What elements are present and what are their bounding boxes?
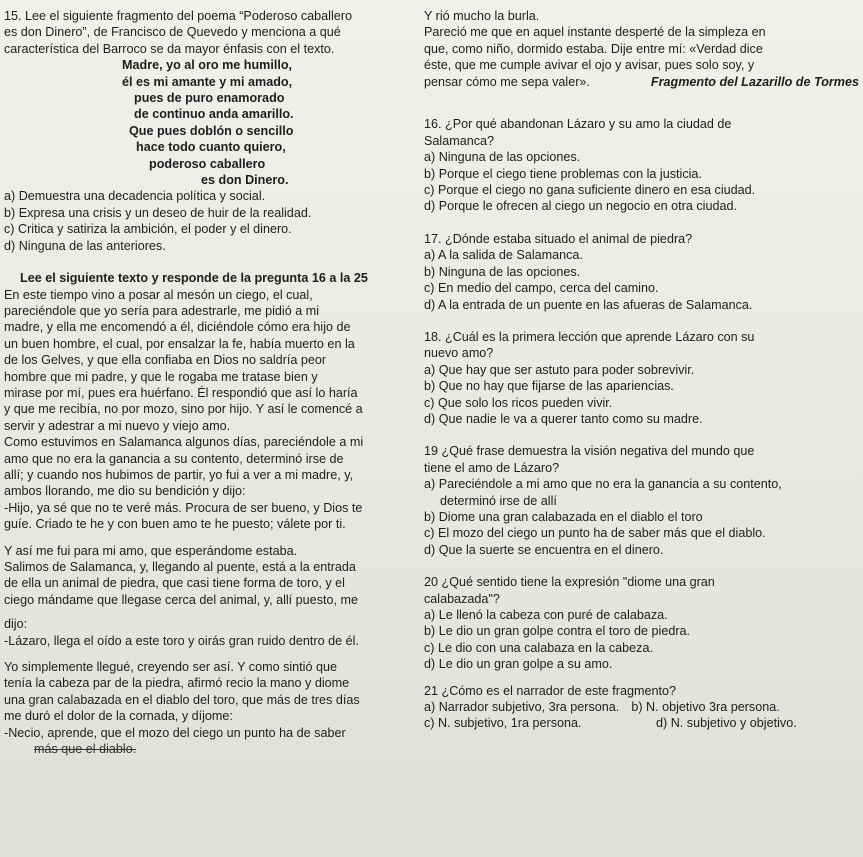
q15-title-line: característica del Barroco se da mayor énfasis con el texto. [4, 41, 335, 56]
q18-option-c[interactable]: c) Que solo los ricos pueden vivir. [424, 395, 613, 410]
q20-option-b[interactable]: b) Le dio un gran golpe contra el toro de piedra. [424, 624, 691, 639]
q21-option-d[interactable]: d) N. subjetivo y objetivo. [656, 716, 797, 731]
q18-option-b[interactable]: b) Que no hay que fijarse de las apariencias. [424, 379, 674, 394]
q21-options-row-2 [424, 715, 859, 731]
passage-line: Como estuvimos en Salamanca algunos días, pareciéndole a mi [4, 435, 364, 450]
q20-title-line: calabazada"? [424, 591, 500, 606]
passage-line: tenía la cabeza par de la piedra, afirmó recio la mano y diome [4, 676, 350, 691]
poem-line: es don Dinero. [201, 173, 289, 188]
passage-line: Pareció me que en aquel instante desperté de la simpleza en [424, 25, 766, 40]
passage-line: pareciéndole que yo sería para adestrarle, me pidió a mi [4, 303, 320, 318]
passage-line: de ella un animal de piedra, que casi tiene forma de toro, y el [4, 576, 345, 591]
passage-line: éste, que me cumple avivar el ojo y avisar, pues solo soy, y [424, 58, 755, 73]
q15-option-c[interactable]: c) Critica y satiriza la ambición, el poder y el dinero. [4, 222, 292, 237]
question-15 [4, 8, 414, 254]
question-16 [424, 116, 859, 214]
q18-title-line: 18. ¿Cuál es la primera lección que aprende Lázaro con su [424, 329, 755, 344]
passage-line: amo que no era la ganancia a su contento, determinó irse de [4, 451, 344, 466]
q15-title-line: 15. Lee el siguiente fragmento del poema “Poderoso caballero [4, 9, 352, 23]
q16-option-d[interactable]: d) Porque le ofrecen al ciego un negocio en otra ciudad. [424, 199, 737, 214]
q19-option-c[interactable]: c) El mozo del ciego un punto ha de saber más que el diablo. [424, 526, 766, 541]
q18-option-d[interactable]: d) Que nadie le va a querer tanto como su madre. [424, 411, 703, 426]
passage-line: dijo: [4, 617, 28, 632]
passage-line: un buen hombre, el cual, por ensalzar la fe, había muerto en la [4, 336, 355, 351]
q19-option-b[interactable]: b) Diome una gran calabazada en el diablo el toro [424, 509, 703, 524]
q16-option-c[interactable]: c) Porque el ciego no gana suficiente dinero en esa ciudad. [424, 183, 756, 198]
q16-option-a[interactable]: a) Ninguna de las opciones. [424, 150, 581, 165]
passage-line: servir y adestrar a mi nuevo y viejo amo. [4, 418, 231, 433]
q15-title-line: es don Dinero”, de Francisco de Quevedo y menciona a qué [4, 25, 341, 40]
passage-source: Fragmento del Lazarillo de Tormes [650, 75, 859, 90]
poem-line: pues de puro enamorado [134, 91, 285, 106]
passage-line: hombre que mi padre, y que le rogaba me tratase bien y [4, 369, 318, 384]
passage-line: -Hijo, ya sé que no te veré más. Procura de ser bueno, y Dios te [4, 500, 363, 515]
passage-line: Y así me fui para mi amo, que esperándome estaba. [4, 543, 298, 558]
question-18 [424, 329, 859, 427]
poem-line: hace todo cuanto quiero, [136, 140, 286, 155]
q19-title-line: 19 ¿Qué frase demuestra la visión negativa del mundo que [424, 444, 755, 459]
q19-option-d[interactable]: d) Que la suerte se encuentra en el dinero. [424, 542, 664, 557]
poem-line: poderoso caballero [149, 156, 266, 171]
q18-option-a[interactable]: a) Que hay que ser astuto para poder sobrevivir. [424, 362, 695, 377]
q15-option-d[interactable]: d) Ninguna de las anteriores. [4, 238, 166, 253]
passage-line: madre, y ella me encomendó a él, diciéndole cómo era hijo de [4, 320, 351, 335]
question-21 [424, 683, 859, 732]
passage-line: mirase por mí, pues era huérfano. Él respondió que así lo haría [4, 385, 358, 400]
q16-title-line: 16. ¿Por qué abandonan Lázaro y su amo la ciudad de [424, 117, 732, 132]
q20-option-a[interactable]: a) Le llenó la cabeza con puré de calabaza. [424, 608, 668, 622]
passage-line: allí; y cuando nos hubimos de partir, yo fui a ver a mi madre, y, [4, 467, 354, 482]
passage-line: Y rió mucho la burla. [424, 9, 540, 23]
q18-title-line: nuevo amo? [424, 346, 494, 361]
passage-line: Yo simplemente llegué, creyendo ser así. Y como sintió que [4, 660, 337, 675]
passage-line: me duró el dolor de la cornada, y díjome: [4, 709, 233, 724]
passage-line: -Necio, aprende, que el mozo del ciego un punto ha de saber [4, 725, 346, 740]
passage-line: -Lázaro, llega el oído a este toro y oirás gran ruido dentro de él. [4, 633, 359, 648]
passage-line: de los Gelves, y que ella confiaba en Dios no saldría peor [4, 353, 327, 368]
passage-line: pensar cómo me sepa valer». [424, 74, 590, 89]
q16-option-b[interactable]: b) Porque el ciego tiene problemas con la justicia. [424, 166, 702, 181]
reading-passage [4, 270, 414, 757]
q19-option-a[interactable]: a) Pareciéndole a mi amo que no era la ganancia a su contento, [424, 477, 782, 492]
passage-line: una gran calabazada en el diablo del toro, que más de tres días [4, 692, 360, 707]
q21-option-b[interactable]: b) N. objetivo 3ra persona. [631, 700, 780, 715]
poem-line: Madre, yo al oro me humillo, [122, 58, 293, 73]
question-20 [424, 574, 859, 672]
q15-option-a[interactable]: a) Demuestra una decadencia política y social. [4, 189, 266, 204]
q21-title-line: 21 ¿Cómo es el narrador de este fragmento? [424, 683, 677, 698]
q21-options-row-1 [424, 699, 859, 715]
q21-option-c[interactable]: c) N. subjetivo, 1ra persona. [424, 716, 582, 731]
passage-line: guíe. Criado te he y con buen amo te he puesto; válete por ti. [4, 517, 346, 532]
q17-option-c[interactable]: c) En medio del campo, cerca del camino. [424, 281, 659, 296]
q21-option-a[interactable]: a) Narrador subjetivo, 3ra persona. [424, 700, 620, 715]
passage-continuation [424, 8, 859, 90]
passage-line: y que me recibía, no por mozo, sino por hijo. Y así le comencé a [4, 402, 363, 417]
passage-line: ciego mándame que llegase cerca del animal, y, allí puesto, me [4, 592, 358, 607]
q17-title-line: 17. ¿Dónde estaba situado el animal de piedra? [424, 231, 693, 246]
passage-line: ambos llorando, me dio su bendición y dijo: [4, 484, 246, 499]
poem-line: de continuo anda amarillo. [134, 107, 294, 122]
question-17 [424, 231, 859, 313]
poem-excerpt [4, 57, 414, 188]
q19-option-a-cont: determinó irse de allí [440, 493, 557, 508]
q20-option-d[interactable]: d) Le dio un gran golpe a su amo. [424, 657, 613, 672]
q20-option-c[interactable]: c) Le dio con una calabaza en la cabeza. [424, 640, 653, 655]
passage-line: En este tiempo vino a posar al mesón un ciego, el cual, [4, 287, 313, 302]
q17-option-d[interactable]: d) A la entrada de un puente en las afueras de Salamanca. [424, 297, 753, 312]
q17-option-b[interactable]: b) Ninguna de las opciones. [424, 264, 581, 279]
question-19 [424, 443, 859, 558]
q16-title-line: Salamanca? [424, 133, 495, 148]
right-column [424, 8, 859, 732]
poem-line: Que pues doblón o sencillo [129, 123, 294, 138]
reading-heading: Lee el siguiente texto y responde de la pregunta 16 a la 25 [20, 271, 368, 286]
poem-line: él es mi amante y mi amado, [122, 74, 293, 89]
passage-line: que, como niño, dormido estaba. Dije entre mí: «Verdad dice [424, 41, 763, 56]
passage-line: más que el diablo. [34, 742, 137, 757]
q19-title-line: tiene el amo de Lázaro? [424, 460, 560, 475]
q15-option-b[interactable]: b) Expresa una crisis y un deseo de huir de la realidad. [4, 205, 312, 220]
q17-option-a[interactable]: a) A la salida de Salamanca. [424, 248, 583, 263]
left-column [4, 8, 414, 757]
q20-title-line: 20 ¿Qué sentido tiene la expresión "diome una gran [424, 575, 715, 590]
passage-line: Salimos de Salamanca, y, llegando al puente, está a la entrada [4, 560, 356, 574]
